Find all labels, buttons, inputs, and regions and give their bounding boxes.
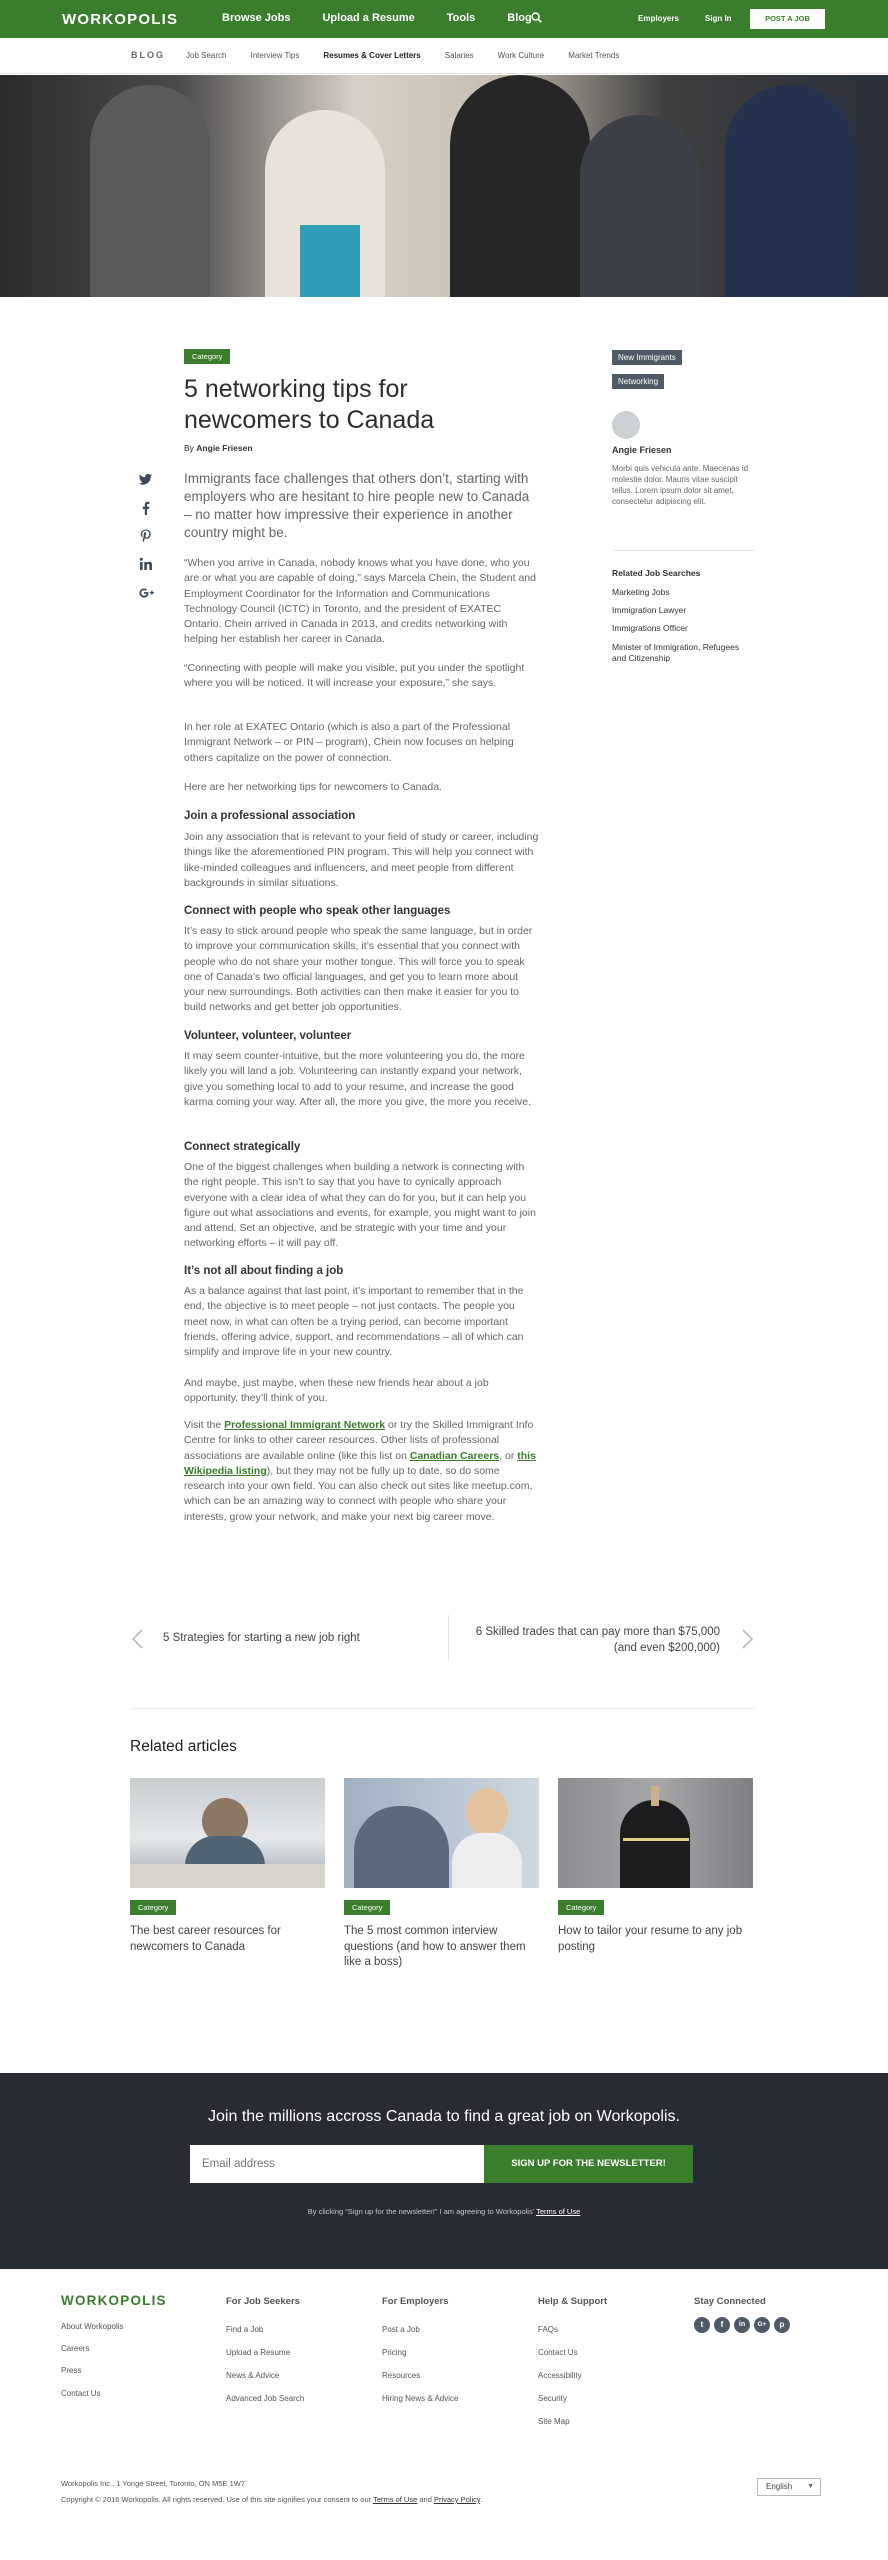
article-category-badge[interactable]: Category — [184, 349, 230, 364]
article-paragraph: One of the biggest challenges when building a network is connecting with the right people. This isn’t to say that you have to cynically approach everyone with a clear idea of what they can do for you, but it can help you figure out what associations and events, for example, you might want to join and attend. Set an objective, and be strategic with your time and your networking efforts – it will pay off. — [184, 1161, 536, 1250]
subnav-market-trends[interactable]: Market Trends — [568, 51, 620, 60]
google-plus-icon[interactable] — [138, 585, 156, 601]
section-divider — [130, 1708, 755, 1709]
blog-sub-nav — [0, 38, 888, 74]
nav-blog[interactable]: Blog — [507, 12, 532, 24]
footer-link[interactable]: Advanced Job Search — [226, 2394, 305, 2403]
subnav-interview-tips[interactable]: Interview Tips — [250, 51, 300, 60]
footer-privacy-link[interactable]: Privacy Policy — [433, 2495, 481, 2504]
footer-link-contact[interactable]: Contact Us — [61, 2389, 101, 2398]
related-article-image[interactable] — [130, 1778, 325, 1888]
footer-link[interactable]: Hiring News & Advice — [382, 2394, 459, 2403]
article-paragraph: It’s easy to stick around people who speak the same language, but in order to improve your communication skills, it’s essential that you connect with people who do not share your mother tongue. This will force you to speak one of Canada’s two official languages, and get you to learn more about your new surroundings. Both activities can then make it easier for you to build networks and get better job opportunities. — [184, 925, 533, 1014]
footer-link[interactable]: Post a Job — [382, 2325, 420, 2334]
chevron-down-icon: ▼ — [807, 2483, 814, 2490]
copyright-text: . — [480, 2495, 483, 2504]
section-heading: Volunteer, volunteer, volunteer — [184, 1030, 352, 1042]
related-articles-heading: Related articles — [130, 1738, 237, 1755]
wikipedia-listing-link[interactable]: this Wikipedia listing — [184, 1449, 536, 1477]
subnav-work-culture[interactable]: Work Culture — [497, 51, 545, 60]
subnav-job-search[interactable]: Job Search — [186, 51, 227, 60]
resources-text: , or — [499, 1449, 518, 1462]
related-job-search-link[interactable]: Immigration Lawyer — [612, 605, 687, 615]
footer-link[interactable]: Pricing — [382, 2348, 407, 2357]
article-paragraph: It may seem counter-intuitive, but the more volunteering you do, the more likely you will land a job. Volunteering can instantly expand your network, give you something local to add to your resume, and increase the good karma coming your way. After all, the more you give, the more you receive. — [184, 1050, 532, 1108]
nav-browse-jobs[interactable]: Browse Jobs — [222, 12, 291, 24]
footer-link[interactable]: Accessibility — [538, 2371, 582, 2380]
related-article-title[interactable]: How to tailor your resume to any job posting — [558, 1925, 743, 1953]
canadian-careers-link[interactable]: Canadian Careers — [409, 1449, 500, 1462]
resources-text: Visit the — [184, 1419, 225, 1431]
top-nav — [0, 0, 888, 38]
related-category-badge[interactable]: Category — [130, 1900, 176, 1915]
footer-link[interactable]: Contact Us — [538, 2348, 578, 2357]
section-heading: Join a professional association — [184, 810, 356, 822]
article-byline — [184, 443, 253, 453]
footer-link[interactable]: FAQs — [538, 2325, 559, 2334]
blog-category-links — [186, 51, 643, 60]
sidebar-author-name[interactable]: Angie Friesen — [612, 445, 672, 455]
footer-heading-help: Help & Support — [538, 2296, 608, 2307]
byline-author[interactable]: Angie Friesen — [196, 443, 253, 453]
footer-twitter-icon[interactable]: t — [694, 2317, 710, 2333]
chevron-right-icon[interactable] — [739, 1628, 755, 1650]
employers-link[interactable]: Employers — [638, 14, 679, 23]
related-category-badge[interactable]: Category — [558, 1900, 604, 1915]
section-heading: It’s not all about finding a job — [184, 1265, 344, 1277]
previous-article-link[interactable]: 5 Strategies for starting a new job right — [163, 1632, 360, 1644]
section-heading: Connect with people who speak other languages — [184, 905, 451, 917]
related-article-title[interactable]: The 5 most common interview questions (and how to answer them like a boss) — [344, 1925, 526, 1968]
footer-heading-stay-connected: Stay Connected — [694, 2296, 766, 2307]
subnav-resumes-cover-letters[interactable]: Resumes & Cover Letters — [323, 51, 421, 60]
newsletter-note-text: By clicking “Sign up for the newsletter!” I am agreeing to Workopolis’ — [307, 2207, 535, 2216]
newsletter-heading: Join the millions accross Canada to find a great job on Workopolis. — [208, 2108, 680, 2125]
article-paragraph: As a balance against that last point, it’s important to remember that in the end, the objective is to meet people – not just contacts. The people you meet now, in what can often be a trying period, can become important friends, offering advice, support, and recommendations – all of which can simplify and improve life in your new country. — [184, 1285, 524, 1359]
footer-link-careers[interactable]: Careers — [61, 2344, 90, 2353]
article-paragraph: “Connecting with people will make you visible, put you under the spotlight where you will be noticed. It will increase your exposure,” she says. — [184, 662, 525, 690]
article-paragraph: And maybe, just maybe, when these new friends hear about a job opportunity, they’ll think of you. — [184, 1377, 489, 1405]
post-job-button[interactable]: POST A JOB — [750, 9, 825, 29]
related-job-search-link[interactable]: Minister of Immigration, Refugees and Citizenship — [612, 642, 740, 663]
professional-immigrant-network-link[interactable]: Professional Immigrant Network — [224, 1419, 386, 1431]
article-paragraph: Join any association that is relevant to your field of study or career, including things like the aforementioned PIN program. This will help you connect with like-minded colleagues and influencers, and meet people from different backgrounds in similar situations. — [184, 831, 539, 889]
next-article-link[interactable]: 6 Skilled trades that can pay more than $75,000 (and even $200,000) — [475, 1626, 720, 1654]
section-heading: Connect strategically — [184, 1141, 301, 1153]
author-avatar — [612, 411, 640, 439]
nav-upload-resume[interactable]: Upload a Resume — [322, 12, 415, 24]
search-icon[interactable] — [531, 12, 542, 23]
subnav-salaries[interactable]: Salaries — [444, 51, 474, 60]
footer-linkedin-icon[interactable]: in — [734, 2317, 750, 2333]
pager-divider — [448, 1615, 449, 1660]
newsletter-signup-button[interactable]: SIGN UP FOR THE NEWSLETTER! — [484, 2145, 693, 2183]
footer-terms-link[interactable]: Terms of Use — [373, 2495, 418, 2504]
related-category-badge[interactable]: Category — [344, 1900, 390, 1915]
sidebar-divider — [612, 550, 756, 551]
sign-in-link[interactable]: Sign In — [704, 14, 732, 23]
footer-link-press[interactable]: Press — [61, 2366, 82, 2375]
related-job-search-link[interactable]: Immigrations Officer — [612, 623, 688, 633]
footer-link[interactable]: Resources — [382, 2371, 421, 2380]
account-links — [638, 14, 758, 23]
related-article-title[interactable]: The best career resources for newcomers to Canada — [130, 1925, 281, 1953]
language-select[interactable] — [757, 2478, 821, 2496]
tag-new-immigrants[interactable]: New Immigrants — [612, 350, 682, 365]
copyright-text: Copyright © 2016 Workopolis. All rights reserved. Use of this site signifies your consent to our — [61, 2495, 374, 2504]
copyright-text: and — [417, 2495, 434, 2504]
footer-link-about[interactable]: About Workopolis — [61, 2322, 124, 2331]
footer-link[interactable]: Upload a Resume — [226, 2348, 291, 2357]
footer-copyright — [61, 2495, 482, 2504]
footer-link[interactable]: Find a Job — [226, 2325, 264, 2334]
footer-logo[interactable]: WORKOPOLIS — [61, 2293, 167, 2308]
resources-text: ), but they may not be fully up to date, so do some research into your own field. You can also check out sites like meetup.com, which can be an amazing way to connect with people who share your interests, grow your network, and make your next big career move. — [184, 1464, 533, 1523]
related-job-searches-heading: Related Job Searches — [612, 568, 701, 578]
newsletter-email-input[interactable] — [190, 2145, 484, 2183]
byline-by: By — [184, 443, 194, 453]
nav-tools[interactable]: Tools — [446, 12, 476, 24]
facebook-icon[interactable] — [138, 500, 154, 516]
linkedin-icon[interactable] — [138, 556, 154, 572]
footer-facebook-icon[interactable]: f — [714, 2317, 730, 2333]
footer-link[interactable]: Site Map — [538, 2417, 570, 2426]
article-lead: Immigrants face challenges that others don’t, starting with employers who are hesitant to hire people new to Canada – no matter how impressive their experience in another country might be. — [184, 471, 530, 540]
tag-networking[interactable]: Networking — [612, 374, 664, 389]
hero-image — [0, 75, 888, 297]
related-article-image[interactable] — [344, 1778, 539, 1888]
chevron-left-icon[interactable] — [130, 1628, 146, 1650]
workopolis-logo[interactable]: WORKOPOLIS — [62, 11, 179, 28]
footer-address: Workopolis Inc., 1 Yonge Street, Toronto, ON M5E 1W7 — [61, 2479, 245, 2488]
article-paragraph: “When you arrive in Canada, nobody knows what you have done, who you are or what you are capable of doing,” says Marcela Chein, the Student and Employment Coordinator for the Information and Communications Technology Council (ICTC) in Toronto, and the president of EXATEC Ontario. Chein arrived in Canada in 2013, and credits networking with helping her establish her career in Canada. — [184, 557, 536, 646]
related-article-image[interactable] — [558, 1778, 753, 1888]
sidebar-author-bio: Morbi quis vehicula ante. Maecenas id molestie dolor. Mauris vitae suscipit tellus. Lorem ipsum dolor sit amet, consectetur adipiscing elit. — [612, 464, 749, 506]
footer-google-plus-icon[interactable]: G+ — [754, 2317, 770, 2333]
article-paragraph: In her role at EXATEC Ontario (which is also a part of the Professional Immigrant Network – or PIN – program), Chein now focuses on helping others capitalize on the power of connection. — [184, 721, 514, 764]
main-nav-links — [222, 12, 564, 24]
newsletter-terms-link[interactable]: Terms of Use — [536, 2207, 581, 2216]
article-title: 5 networking tips for newcomers to Canada — [184, 375, 435, 434]
article-paragraph-resources — [184, 1418, 539, 1525]
twitter-icon[interactable] — [138, 471, 154, 487]
related-job-search-link[interactable]: Marketing Jobs — [612, 587, 670, 597]
footer-heading-job-seekers: For Job Seekers — [226, 2296, 300, 2307]
blog-label[interactable]: BLOG — [131, 50, 165, 60]
resources-text: or try the Skilled Immigrant Info Centre for links to other career resources. Other lists of professional associations are available online (like this list on — [184, 1419, 534, 1462]
article-paragraph: Here are her networking tips for newcomers to Canada. — [184, 781, 442, 793]
newsletter-disclaimer — [0, 2207, 888, 2216]
footer-heading-employers: For Employers — [382, 2296, 449, 2307]
footer-link[interactable]: Security — [538, 2394, 567, 2403]
footer-link[interactable]: News & Advice — [226, 2371, 280, 2380]
pinterest-icon[interactable] — [138, 528, 154, 544]
footer-pinterest-icon[interactable]: p — [774, 2317, 790, 2333]
language-select-value: English — [766, 2482, 793, 2491]
